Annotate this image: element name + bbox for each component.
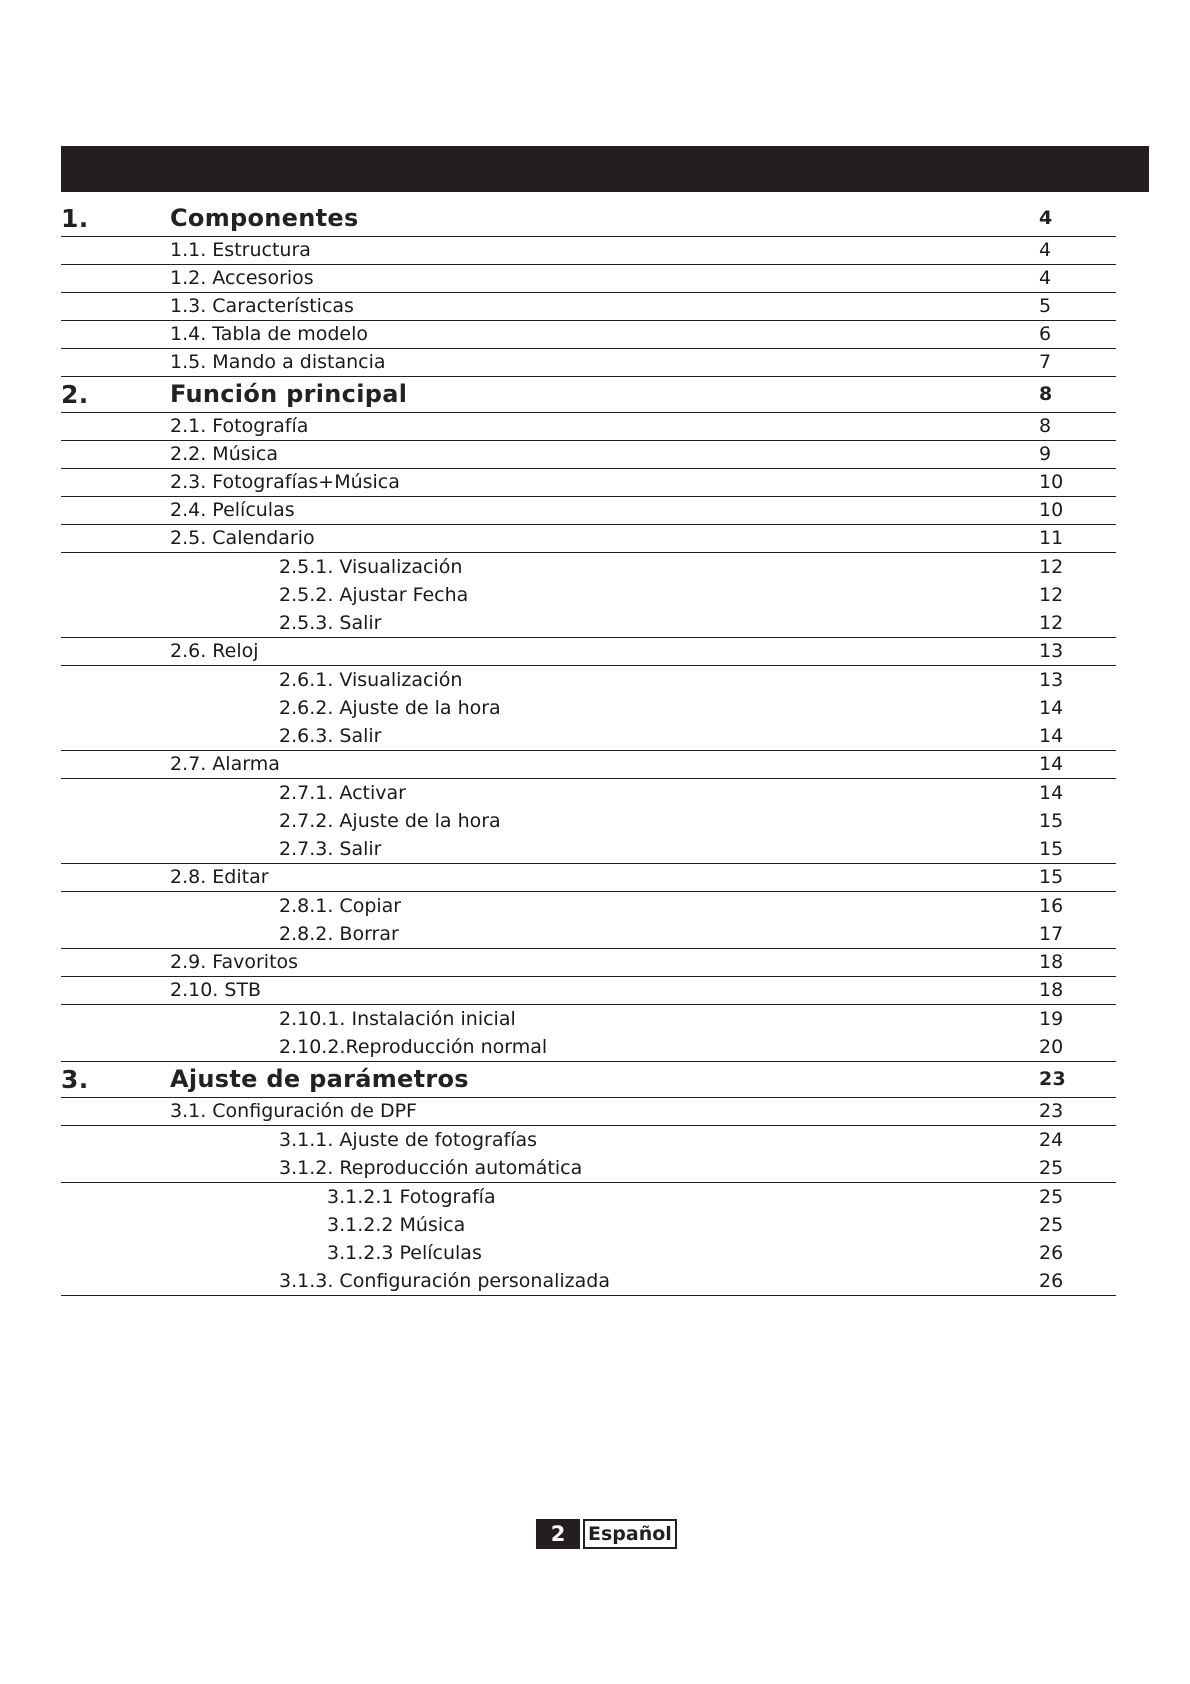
toc-title: 3.1.2.1 Fotografía: [327, 1186, 496, 1208]
toc-title: 2.3. Fotografías+Música: [170, 471, 400, 493]
toc-title: 2.10.2.Reproducción normal: [279, 1036, 548, 1058]
toc-page-number: 18: [1039, 979, 1064, 1001]
toc-entry[interactable]: [61, 977, 1116, 1005]
toc-page-number: 23: [1039, 1100, 1064, 1122]
toc-entry[interactable]: [61, 321, 1116, 349]
toc-page-number: 18: [1039, 951, 1064, 973]
toc-page-number: 12: [1039, 556, 1064, 578]
toc-entry[interactable]: [61, 835, 1116, 864]
toc-chapter[interactable]: [61, 377, 1116, 413]
toc-page-number: 17: [1039, 923, 1064, 945]
toc-title: 2.4. Películas: [170, 499, 295, 521]
toc-page-number: 10: [1039, 499, 1064, 521]
toc-entry[interactable]: [61, 1154, 1116, 1183]
toc-title: 3.1.1. Ajuste de fotografías: [279, 1129, 538, 1151]
toc-page-number: 14: [1039, 725, 1064, 747]
toc-title: 1.2. Accesorios: [170, 267, 314, 289]
toc-title: 2.5.3. Salir: [279, 612, 382, 634]
toc-title: 2.7.1. Activar: [279, 782, 406, 804]
toc-title: 1.5. Mando a distancia: [170, 351, 386, 373]
toc-entry[interactable]: [61, 1098, 1116, 1126]
toc-page-number: 19: [1039, 1008, 1064, 1030]
toc-page-number: 13: [1039, 640, 1064, 662]
toc-entry[interactable]: [61, 864, 1116, 892]
toc-title: 2.10.1. Instalación inicial: [279, 1008, 516, 1030]
toc-entry[interactable]: [61, 265, 1116, 293]
toc-entry[interactable]: [61, 1126, 1116, 1154]
toc-entry[interactable]: [61, 722, 1116, 751]
toc-page-number: 25: [1039, 1214, 1064, 1236]
toc-page-number: 8: [1039, 415, 1052, 437]
toc-entry[interactable]: [61, 349, 1116, 377]
toc-page-number: 7: [1039, 351, 1052, 373]
toc-entry[interactable]: [61, 497, 1116, 525]
toc-entry[interactable]: [61, 949, 1116, 977]
toc-page-number: 4: [1039, 239, 1052, 261]
toc-chapter-number: 3.: [61, 1065, 89, 1094]
toc-page-number: 6: [1039, 323, 1052, 345]
toc-title: 2.10. STB: [170, 979, 262, 1001]
toc-title: 2.8. Editar: [170, 866, 269, 888]
toc-title: 2.2. Música: [170, 443, 278, 465]
toc-entry[interactable]: [61, 553, 1116, 581]
toc-entry[interactable]: [61, 694, 1116, 722]
toc-page-number: 26: [1039, 1242, 1064, 1264]
toc-title: 2.7.3. Salir: [279, 838, 382, 860]
toc-page-number: 24: [1039, 1129, 1064, 1151]
toc-entry[interactable]: [61, 237, 1116, 265]
toc-page-number: 8: [1039, 383, 1053, 405]
page-number: 2: [536, 1519, 580, 1549]
toc-page-number: 12: [1039, 612, 1064, 634]
toc-entry[interactable]: [61, 413, 1116, 441]
toc-chapter-number: 1.: [61, 204, 89, 233]
toc-page-number: 23: [1039, 1068, 1067, 1090]
toc-entry[interactable]: [61, 779, 1116, 807]
toc-entry[interactable]: [61, 1239, 1116, 1267]
toc-page-number: 25: [1039, 1186, 1064, 1208]
toc-page-number: 26: [1039, 1270, 1064, 1292]
toc-entry[interactable]: [61, 666, 1116, 694]
toc-entry[interactable]: [61, 638, 1116, 666]
toc-page-number: 25: [1039, 1157, 1064, 1179]
toc-entry[interactable]: [61, 441, 1116, 469]
toc-page-number: 15: [1039, 810, 1064, 832]
language-label: Español: [583, 1519, 677, 1549]
toc-entry[interactable]: [61, 525, 1116, 553]
toc-title: 2.6.1. Visualización: [279, 669, 463, 691]
toc-page-number: 13: [1039, 669, 1064, 691]
toc-entry[interactable]: [61, 751, 1116, 779]
page-footer: [536, 1519, 677, 1549]
toc-entry[interactable]: [61, 920, 1116, 949]
toc-chapter[interactable]: [61, 201, 1116, 237]
toc-entry[interactable]: [61, 807, 1116, 835]
toc-entry[interactable]: [61, 293, 1116, 321]
toc-title: 3.1.2.3 Películas: [327, 1242, 482, 1264]
toc-title: 2.9. Favoritos: [170, 951, 299, 973]
toc-page-number: 12: [1039, 584, 1064, 606]
toc-title: 2.6. Reloj: [170, 640, 259, 662]
toc-title: 3.1.3. Configuración personalizada: [279, 1270, 610, 1292]
toc-page-number: 11: [1039, 527, 1064, 549]
toc-entry[interactable]: [61, 1033, 1116, 1062]
toc-page-number: 16: [1039, 895, 1064, 917]
toc-title: 1.4. Tabla de modelo: [170, 323, 368, 345]
toc-page-number: 5: [1039, 295, 1052, 317]
toc-title: 2.6.3. Salir: [279, 725, 382, 747]
toc-page-number: 9: [1039, 443, 1052, 465]
toc-entry[interactable]: [61, 609, 1116, 638]
toc-title: 2.5.2. Ajustar Fecha: [279, 584, 469, 606]
toc-entry[interactable]: [61, 1005, 1116, 1033]
toc-entry[interactable]: [61, 1183, 1116, 1211]
toc-chapter[interactable]: [61, 1062, 1116, 1098]
header-bar: [61, 146, 1149, 192]
toc-title: 2.1. Fotografía: [170, 415, 309, 437]
toc-title: Función principal: [170, 380, 408, 408]
toc-chapter-number: 2.: [61, 380, 89, 409]
toc-title: 2.8.1. Copiar: [279, 895, 402, 917]
toc-page-number: 14: [1039, 697, 1064, 719]
toc-page-number: 20: [1039, 1036, 1064, 1058]
toc-title: 2.8.2. Borrar: [279, 923, 399, 945]
toc-page-number: 14: [1039, 753, 1064, 775]
toc-page-number: 15: [1039, 866, 1064, 888]
toc-title: 3.1. Configuración de DPF: [170, 1100, 417, 1122]
toc-entry[interactable]: [61, 892, 1116, 920]
toc-title: 2.7. Alarma: [170, 753, 280, 775]
toc-entry[interactable]: [61, 469, 1116, 497]
toc-title: 2.5. Calendario: [170, 527, 315, 549]
toc-title: 2.7.2. Ajuste de la hora: [279, 810, 501, 832]
toc-page-number: 4: [1039, 267, 1052, 289]
toc-entry[interactable]: [61, 581, 1116, 609]
toc-title: 2.5.1. Visualización: [279, 556, 463, 578]
toc-page-number: 4: [1039, 207, 1053, 229]
toc-page-number: 15: [1039, 838, 1064, 860]
toc-page-number: 10: [1039, 471, 1064, 493]
toc-title: Componentes: [170, 204, 359, 232]
toc-title: 2.6.2. Ajuste de la hora: [279, 697, 501, 719]
toc-page-number: 14: [1039, 782, 1064, 804]
toc-title: 3.1.2.2 Música: [327, 1214, 466, 1236]
table-of-contents: [61, 201, 1116, 1296]
toc-title: 3.1.2. Reproducción automática: [279, 1157, 583, 1179]
toc-entry[interactable]: [61, 1267, 1116, 1296]
toc-entry[interactable]: [61, 1211, 1116, 1239]
toc-title: 1.1. Estructura: [170, 239, 311, 261]
toc-title: Ajuste de parámetros: [170, 1065, 469, 1093]
toc-title: 1.3. Características: [170, 295, 354, 317]
